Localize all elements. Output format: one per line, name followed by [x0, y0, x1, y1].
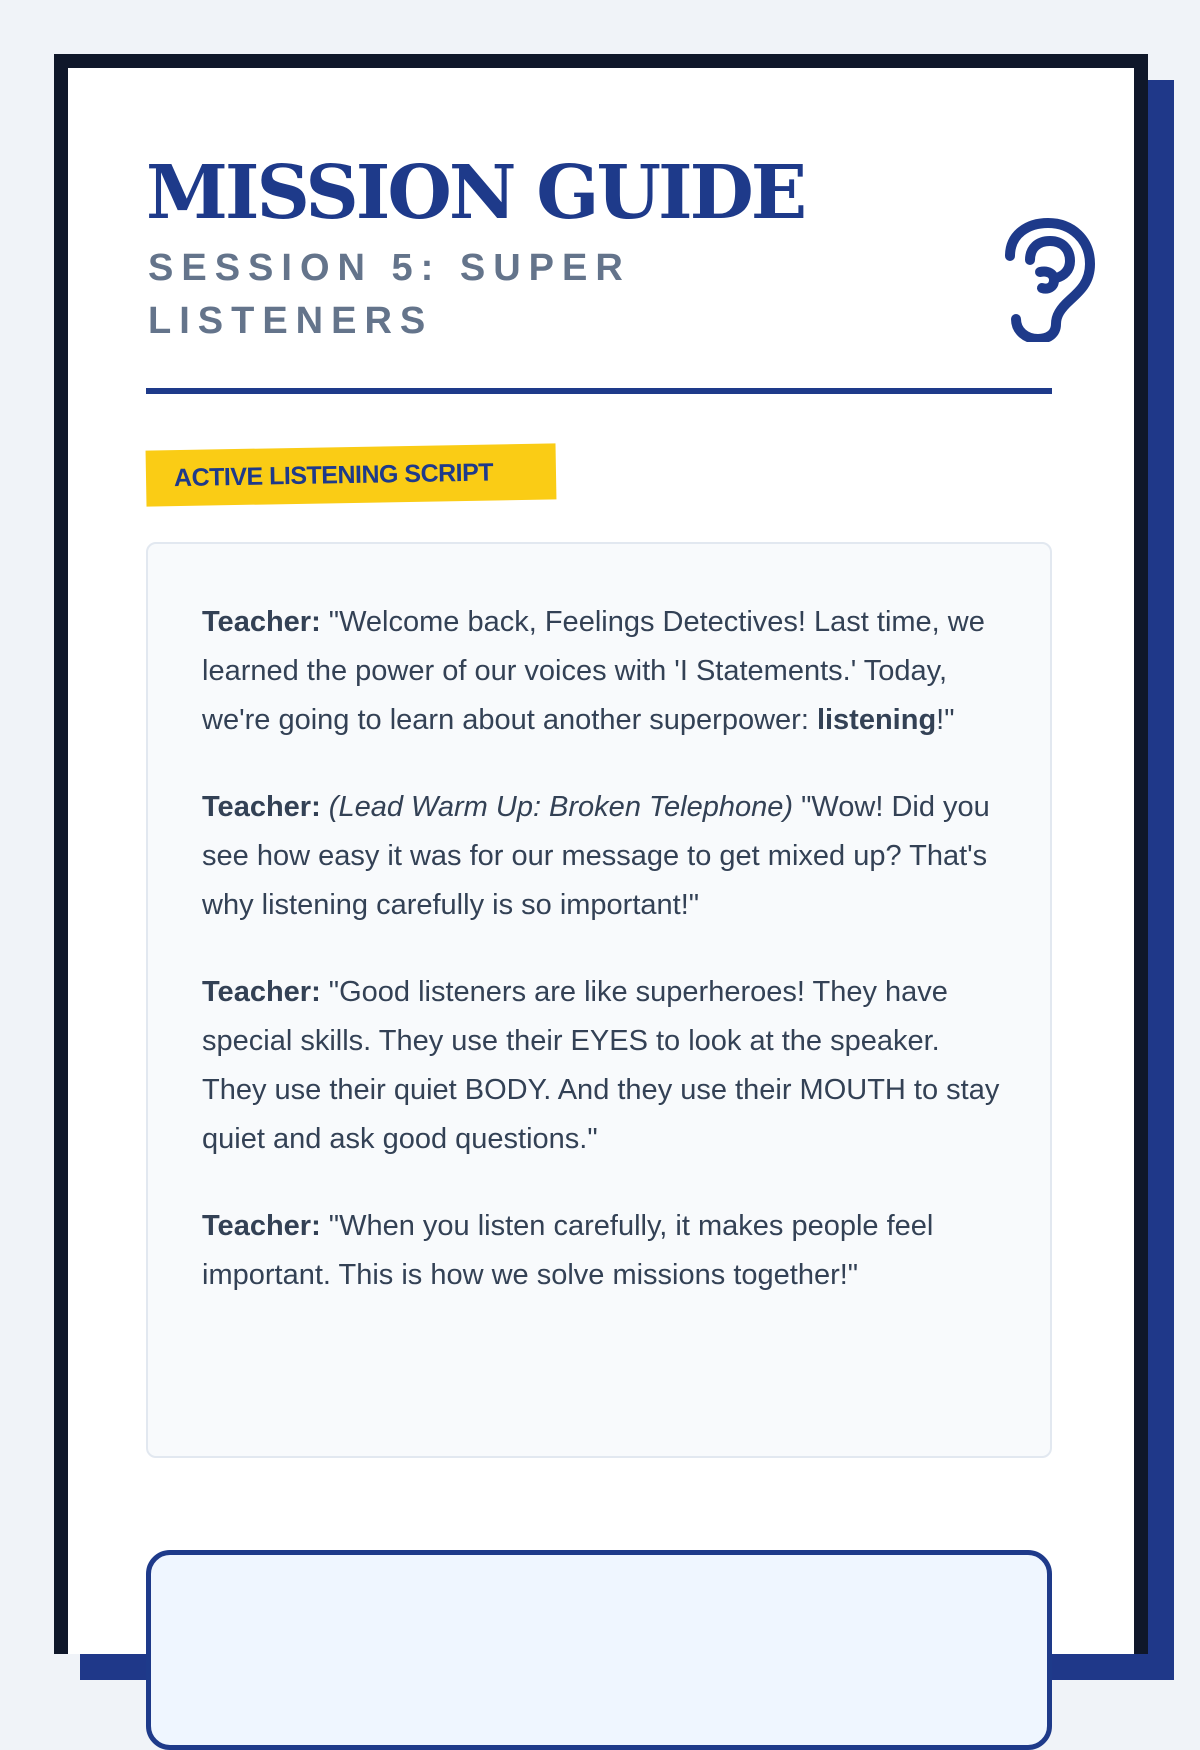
script-text: "Good listeners are like superheroes! They have special skills. They use their EYES to look at the speaker. They use their quiet BODY. And they use their MOUTH to stay quiet and ask good questions.": [202, 976, 1000, 1155]
script-text: "Welcome back, Feelings Detectives! Last time, we learned the power of our voices with 'I Statements.' Today, we're going to learn about another superpower:: [202, 606, 985, 736]
stage-direction: (Lead Warm Up: Broken Telephone): [328, 791, 794, 823]
session-subtitle: SESSION 5: SUPER LISTENERS: [148, 247, 631, 342]
script-text: "Wow! Did you see how easy it was for our message to get mixed up? That's why listening carefully is so important!": [202, 791, 990, 921]
script-paragraph: [202, 1202, 1000, 1300]
next-section-box: [146, 1550, 1052, 1750]
script-badge: [146, 443, 557, 506]
script-paragraph: [202, 598, 1000, 745]
guide-header: [146, 148, 1052, 398]
emphasized-word: listening: [816, 704, 937, 736]
script-text: "When you listen carefully, it makes people feel important. This is how we solve missions together!": [202, 1210, 934, 1291]
ear-icon: [1004, 218, 1100, 342]
script-badge-label: ACTIVE LISTENING SCRIPT: [173, 458, 494, 492]
script-text: !": [936, 704, 955, 736]
speaker-label: Teacher:: [202, 976, 321, 1008]
script-box: [146, 542, 1052, 1458]
mission-guide-card: [54, 54, 1148, 1654]
script-paragraph: [202, 968, 1000, 1164]
speaker-label: Teacher:: [202, 606, 321, 638]
speaker-label: Teacher:: [202, 1210, 321, 1242]
page-title: MISSION GUIDE: [146, 150, 805, 236]
speaker-label: Teacher:: [202, 791, 321, 823]
header-divider: [146, 388, 1052, 394]
script-paragraph: [202, 783, 1000, 930]
